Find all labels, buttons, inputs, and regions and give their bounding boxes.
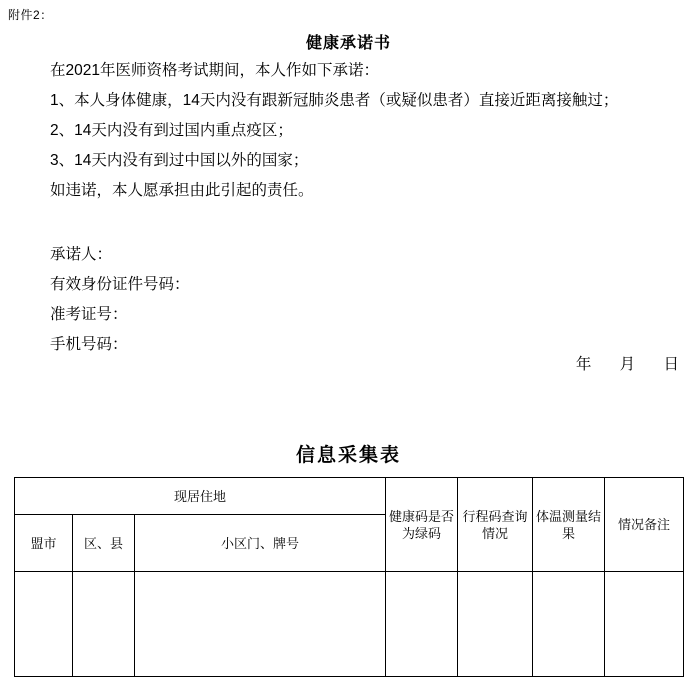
field-id-number: 有效身份证件号码： — [50, 276, 190, 293]
cell-remarks[interactable] — [605, 572, 684, 677]
signature-fields — [50, 240, 670, 360]
header-address: 小区门、牌号 — [135, 515, 386, 572]
date-line — [0, 352, 680, 374]
date-month-label: 月 — [619, 356, 637, 373]
body-paragraph: 1、本人身体健康，14天内没有跟新冠肺炎患者（或疑似患者）直接近距离接触过； — [50, 92, 619, 109]
field-phone-number: 手机号码： — [50, 336, 128, 353]
header-health-code: 健康码是否为绿码 — [386, 478, 458, 572]
page-title: 健康承诺书 — [305, 35, 391, 52]
body-paragraph: 2、14天内没有到过国内重点疫区； — [50, 122, 293, 139]
header-remarks: 情况备注 — [605, 478, 684, 572]
header-travel-code: 行程码查询情况 — [458, 478, 533, 572]
header-district: 区、县 — [73, 515, 135, 572]
date-day-label: 日 — [663, 356, 680, 373]
date-year-label: 年 — [575, 356, 593, 373]
cell-health-code[interactable] — [386, 572, 458, 677]
header-residence-group: 现居住地 — [15, 478, 386, 515]
header-temperature: 体温测量结果 — [533, 478, 605, 572]
cell-district[interactable] — [73, 572, 135, 677]
field-signer: 承诺人： — [50, 246, 113, 263]
table-header-row-group — [15, 478, 684, 515]
information-collection-table — [14, 477, 684, 677]
body-paragraph: 如违诺，本人愿承担由此引起的责任。 — [50, 182, 314, 199]
field-admission-ticket: 准考证号： — [50, 306, 128, 323]
cell-address[interactable] — [135, 572, 386, 677]
header-city: 盟市 — [15, 515, 73, 572]
commitment-body — [50, 56, 670, 206]
attachment-label: 附件2： — [8, 8, 53, 22]
cell-temperature[interactable] — [533, 572, 605, 677]
body-paragraph: 在2021年医师资格考试期间，本人作如下承诺： — [50, 62, 379, 79]
body-paragraph: 3、14天内没有到过中国以外的国家； — [50, 152, 309, 169]
table-row[interactable] — [15, 572, 684, 677]
cell-travel-code[interactable] — [458, 572, 533, 677]
table-title: 信息采集表 — [295, 445, 401, 466]
cell-city[interactable] — [15, 572, 73, 677]
